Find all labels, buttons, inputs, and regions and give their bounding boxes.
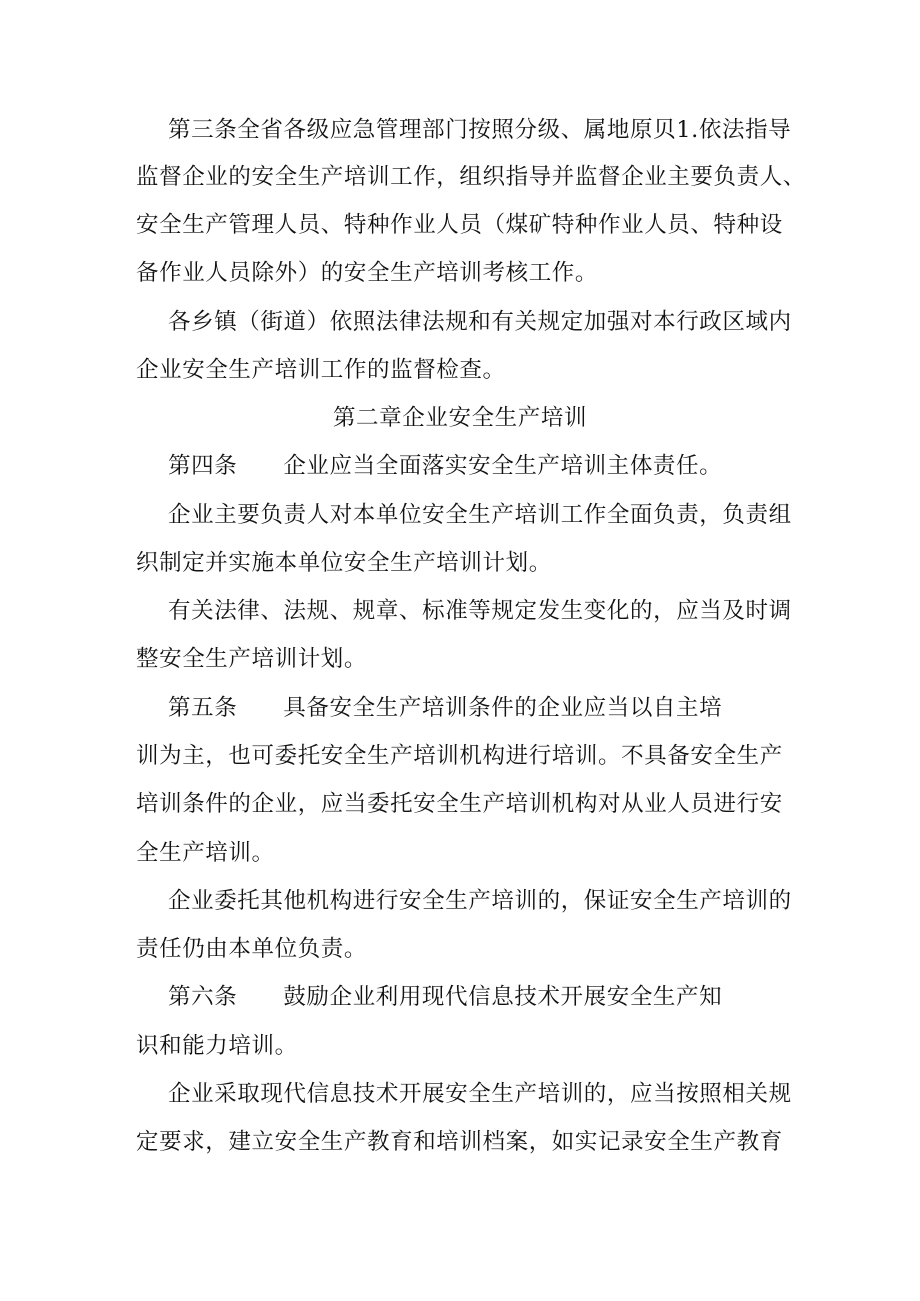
paragraph-line: 企业委托其他机构进行安全生产培训的，保证安全生产培训的 bbox=[168, 888, 792, 914]
paragraph-line: 责任仍由本单位负责。 bbox=[136, 936, 368, 962]
paragraph-line: 备作业人员除外）的安全生产培训考核工作。 bbox=[136, 260, 599, 286]
paragraph-line: 各乡镇（街道）依照法律法规和有关规定加强对本行政区域内 bbox=[168, 309, 792, 335]
paragraph-line: 全生产培训。 bbox=[136, 840, 275, 866]
paragraph-line: 整安全生产培训计划。 bbox=[136, 646, 368, 672]
article-number: 第四条 bbox=[168, 453, 238, 479]
article-number: 第五条 bbox=[168, 695, 238, 721]
article-text: 企业应当全面落实安全生产培训主体责任。 bbox=[283, 453, 723, 479]
paragraph-line: 企业安全生产培训工作的监督检查。 bbox=[136, 357, 506, 383]
paragraph-line: 企业采取现代信息技术开展安全生产培训的，应当按照相关规 bbox=[168, 1081, 792, 1107]
paragraph-line: 企业主要负责人对本单位安全生产培训工作全面负责，负责组 bbox=[168, 502, 792, 528]
paragraph-line: 培训条件的企业，应当委托安全生产培训机构对从业人员进行安 bbox=[136, 791, 783, 817]
article-line bbox=[168, 982, 722, 1012]
paragraph-line: 有关法律、法规、规章、标准等规定发生变化的，应当及时调 bbox=[168, 598, 792, 624]
paragraph-line: 织制定并实施本单位安全生产培训计划。 bbox=[136, 550, 552, 576]
article-line bbox=[168, 451, 722, 481]
article-number: 第六条 bbox=[168, 984, 238, 1010]
paragraph-line: 监督企业的安全生产培训工作，组织指导并监督企业主要负责人、 bbox=[136, 164, 806, 190]
chapter-heading: 第二章企业安全生产培训 bbox=[332, 405, 588, 431]
paragraph-line: 训为主，也可委托安全生产培训机构进行培训。不具备安全生产 bbox=[136, 743, 783, 769]
paragraph-line: 识和能力培训。 bbox=[136, 1033, 298, 1059]
article-line bbox=[168, 693, 722, 723]
paragraph-line: 定要求，建立安全生产教育和培训档案，如实记录安全生产教育 bbox=[136, 1129, 783, 1155]
article-text: 鼓励企业利用现代信息技术开展安全生产知 bbox=[283, 984, 723, 1010]
paragraph-line: 安全生产管理人员、特种作业人员（煤矿特种作业人员、特种设 bbox=[136, 212, 783, 238]
article-text: 具备安全生产培训条件的企业应当以自主培 bbox=[283, 695, 723, 721]
paragraph-line: 第三条全省各级应急管理部门按照分级、属地原贝1.依法指导 bbox=[168, 117, 792, 143]
